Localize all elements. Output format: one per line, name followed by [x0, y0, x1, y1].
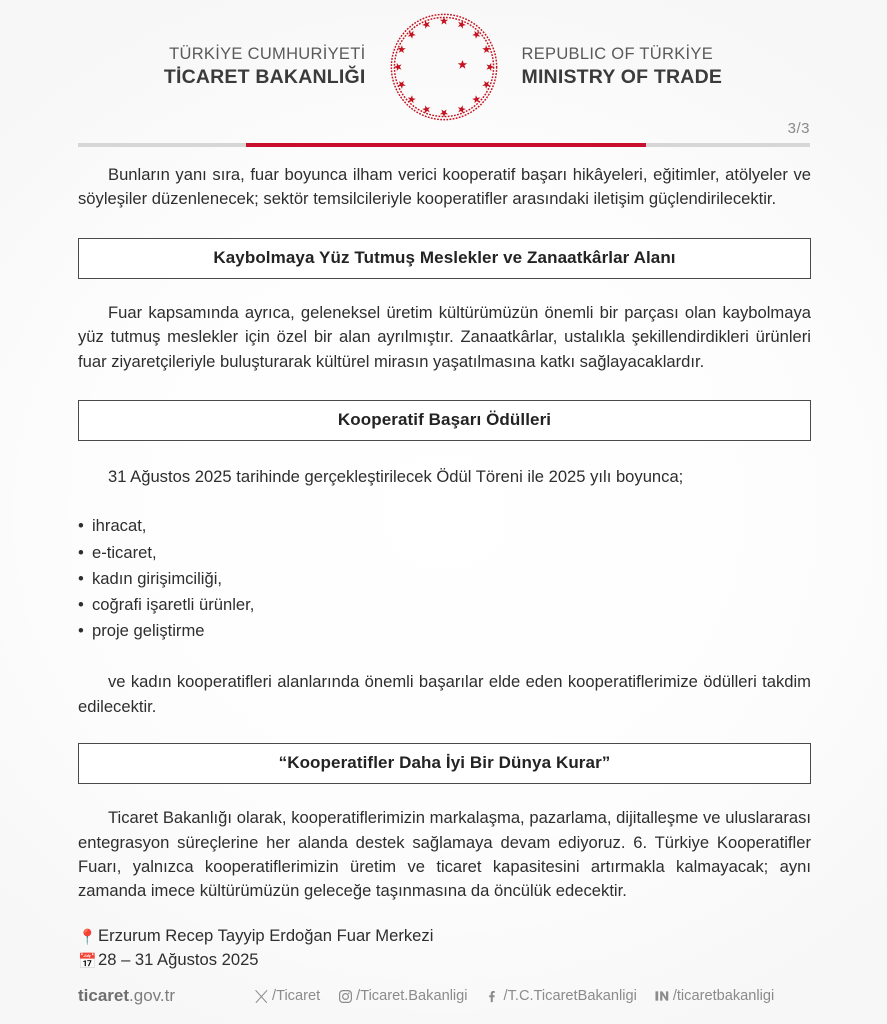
turkish-state-emblem-icon [388, 11, 500, 123]
event-venue-text: Erzurum Recep Tayyip Erdoğan Fuar Merkezi [98, 925, 434, 945]
facebook-icon [485, 988, 501, 1004]
social-links [253, 988, 774, 1004]
spacer [78, 489, 811, 513]
social-handle-x: /Ticaret [272, 988, 321, 1004]
brand-english-line1: REPUBLIC OF TÜRKİYE [521, 44, 714, 63]
rule-segment-accent [246, 143, 646, 147]
brand-turkish [138, 44, 388, 91]
document-footer [78, 986, 810, 1006]
list-item: • kadın girişimciliği, [78, 566, 811, 592]
spacer [78, 719, 811, 743]
page-number: 3/3 [787, 120, 810, 137]
rule-segment-right [646, 143, 810, 147]
instagram-icon [337, 988, 353, 1004]
awards-lead-text: 31 Ağustos 2025 tarihinde gerçekleştirilecek Ödül Töreni ile 2025 yılı boyunca; [108, 466, 684, 486]
list-item: • e-ticaret, [78, 540, 811, 566]
linkedin-icon [654, 988, 670, 1004]
spacer [78, 904, 811, 924]
social-link-facebook[interactable] [485, 988, 637, 1004]
brand-english [500, 44, 750, 91]
social-link-instagram[interactable] [337, 988, 467, 1004]
social-handle-instagram: /Ticaret.Bakanligi [356, 988, 468, 1004]
website-url-bold: ticaret [78, 986, 130, 1005]
website-url-rest: .gov.tr [129, 986, 176, 1005]
awards-category-list [78, 513, 811, 644]
closing-paragraph: Ticaret Bakanlığı olarak, kooperatiflerimizin markalaşma, pazarlama, dijitalleşme ve uluslararası entegrasyon süreçlerine her alanda destek sağlamaya devam ediyoruz. 6. Türkiye Kooperatifler Fuarı, yalnızca kooperatiflerimizin üretim ve ticaret kapasitesini artırmakla kalmayacak; aynı zamanda imece kültürümüzün geleceğe taşınmasına da öncülük edecektir. [78, 808, 811, 901]
brand-turkish-line2: TİCARET BAKANLIĞI [163, 66, 366, 89]
calendar-icon: 📅 [78, 953, 97, 970]
spacer [78, 212, 811, 238]
crafts-paragraph: Fuar kapsamında ayrıca, geleneksel üretim kültürümüzün önemli bir parçası olan kaybolmaya yüz tutmuş meslekler için özel bir alan ayrılmıştır. Zanaatkârlar, ustalıkla şekillendirdikleri ürünleri fuar ziyaretçileriyle buluşturarak kültürel mirasın yaşatılmasına katkı sağlayacaklardır. [78, 302, 811, 371]
brand-english-line2: MINISTRY OF TRADE [521, 66, 723, 89]
event-date-text: 28 – 31 Ağustos 2025 [98, 950, 259, 969]
location-pin-icon: 📍 [78, 928, 97, 946]
event-date-line [78, 948, 811, 972]
spacer [78, 784, 811, 806]
spacer [78, 374, 811, 400]
spacer [78, 441, 811, 465]
section-heading-crafts: Kaybolmaya Yüz Tutmuş Meslekler ve Zanaatkârlar Alanı [78, 238, 811, 279]
social-handle-facebook: /T.C.TicaretBakanligi [503, 988, 637, 1004]
document-header [0, 0, 887, 128]
header-divider-rule [78, 143, 810, 147]
event-venue-line [78, 924, 811, 948]
brand-turkish-line1: TÜRKİYE CUMHURİYETİ [169, 44, 366, 63]
document-content [78, 163, 811, 972]
spacer [78, 279, 811, 301]
social-link-x[interactable] [253, 988, 320, 1004]
intro-paragraph: Bunların yanı sıra, fuar boyunca ilham verici kooperatif başarı hikâyeleri, eğitimler, atölyeler ve söyleşiler düzenlenecek; sektör temsilcileriyle kooperatifler arasındaki iletişim güçlendirilecektir. [78, 165, 811, 209]
section-heading-awards: Kooperatif Başarı Ödülleri [78, 400, 811, 441]
section-heading-slogan: “Kooperatifler Daha İyi Bir Dünya Kurar” [78, 743, 811, 784]
social-handle-linkedin: /ticaretbakanligi [672, 988, 775, 1004]
rule-segment-left [78, 143, 246, 147]
website-url[interactable] [78, 986, 175, 1006]
list-item: • coğrafi işaretli ürünler, [78, 592, 811, 618]
social-link-linkedin[interactable] [654, 988, 774, 1004]
spacer [78, 644, 811, 670]
list-item: • proje geliştirme [78, 618, 811, 644]
awards-closing-paragraph: ve kadın kooperatifleri alanlarında önemli başarılar elde eden kooperatiflerimize ödülleri takdim edilecektir. [78, 672, 811, 716]
x-twitter-icon [253, 988, 269, 1004]
list-item: • ihracat, [78, 513, 811, 539]
